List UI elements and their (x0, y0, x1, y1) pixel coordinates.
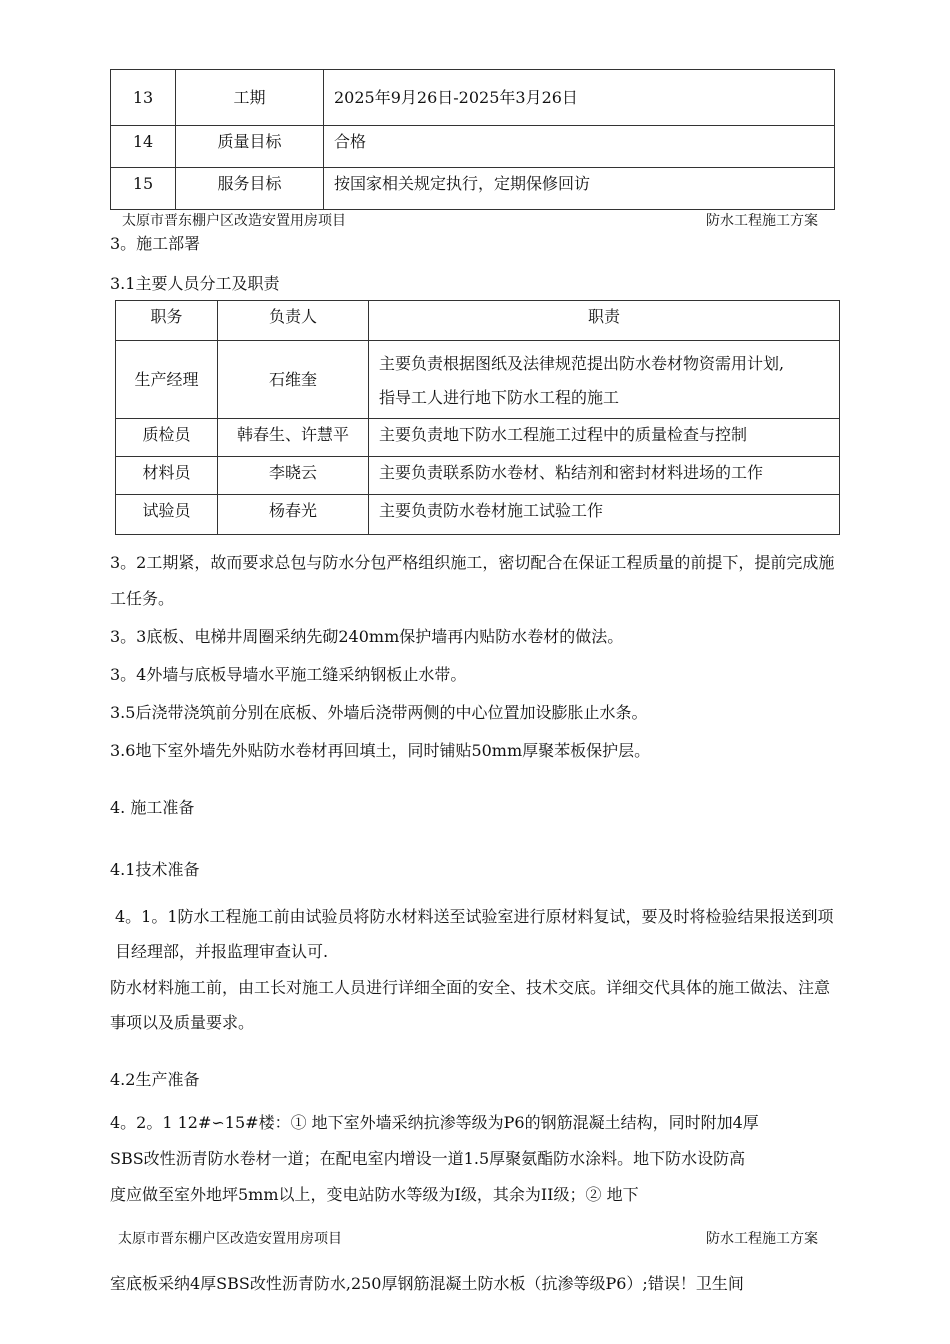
row-number: 13 (111, 70, 176, 126)
paragraph-line: 室底板采纳4厚SBS改性沥青防水,250厚钢筋混凝土防水板（抗渗等级P6）;错误！卫生间 (110, 1274, 744, 1293)
person-cell: 石维奎 (218, 341, 369, 419)
paragraph-line: 度应做至室外地坪5mm以上，变电站防水等级为I级，其余为II级；② 地下 (110, 1185, 639, 1204)
staff-table (115, 300, 840, 535)
role-cell: 试验员 (116, 495, 218, 535)
table-row (111, 168, 835, 210)
person-cell: 杨春光 (218, 495, 369, 535)
duty-cell (369, 341, 840, 419)
duty-cell: 主要负责防水卷材施工试验工作 (369, 495, 840, 535)
section-heading: 4.2生产准备 (110, 1070, 200, 1089)
table-row (111, 126, 835, 168)
table-header-row (116, 301, 840, 341)
page-header-left: 太原市晋东棚户区改造安置用房项目 (118, 1231, 342, 1247)
row-number: 14 (111, 126, 176, 168)
paragraph: 3。3底板、电梯井周圈采纳先砌240mm保护墙再内贴防水卷材的做法。 (110, 627, 624, 646)
table-row (116, 495, 840, 535)
person-cell: 韩春生、许慧平 (218, 419, 369, 457)
section-heading: 3。施工部署 (110, 234, 201, 253)
paragraph: 3。4外墙与底板导墙水平施工缝采纳钢板止水带。 (110, 665, 467, 684)
duty-line: 指导工人进行地下防水工程的施工 (379, 387, 620, 407)
duty-line: 主要负责根据图纸及法律规范提出防水卷材物资需用计划, (379, 353, 785, 373)
top-table (110, 69, 835, 210)
role-cell: 质检员 (116, 419, 218, 457)
column-header: 职责 (369, 301, 840, 341)
role-cell: 材料员 (116, 457, 218, 495)
page-header-left: 太原市晋东棚户区改造安置用房项目 (122, 213, 346, 229)
table-row (116, 457, 840, 495)
row-item: 工期 (176, 70, 324, 126)
row-item: 质量目标 (176, 126, 324, 168)
section-heading: 4. 施工准备 (110, 798, 195, 817)
section-heading: 4.1技术准备 (110, 860, 200, 879)
paragraph: 4。1。1防水工程施工前由试验员将防水材料送至试验室进行原材料复试，要及时将检验结果报送到项目经理部，并报监理审查认可. (115, 907, 834, 961)
paragraph: 3.5后浇带浇筑前分别在底板、外墙后浇带两侧的中心位置加设膨胀止水条。 (110, 703, 648, 722)
column-header: 职务 (116, 301, 218, 341)
paragraph-line: SBS改性沥青防水卷材一道；在配电室内增设一道1.5厚聚氨酯防水涂料。地下防水设防高 (110, 1149, 746, 1168)
person-cell: 李晓云 (218, 457, 369, 495)
row-number: 15 (111, 168, 176, 210)
paragraph: 防水材料施工前，由工长对施工人员进行详细全面的安全、技术交底。详细交代具体的施工做法、注意事项以及质量要求。 (110, 978, 831, 1032)
paragraph: 3。2工期紧，故而要求总包与防水分包严格组织施工，密切配合在保证工程质量的前提下，提前完成施工任务。 (110, 553, 835, 608)
page-header-right: 防水工程施工方案 (706, 1231, 818, 1247)
row-value: 按国家相关规定执行，定期保修回访 (324, 168, 835, 210)
role-cell: 生产经理 (116, 341, 218, 419)
table-row (116, 419, 840, 457)
page-header-right: 防水工程施工方案 (706, 213, 818, 229)
section-heading: 3.1主要人员分工及职责 (110, 274, 280, 293)
paragraph: 3.6地下室外墙先外贴防水卷材再回填土，同时铺贴50mm厚聚苯板保护层。 (110, 741, 651, 760)
table-row (111, 70, 835, 126)
duty-cell: 主要负责地下防水工程施工过程中的质量检查与控制 (369, 419, 840, 457)
row-item: 服务目标 (176, 168, 324, 210)
duty-cell: 主要负责联系防水卷材、粘结剂和密封材料进场的工作 (369, 457, 840, 495)
column-header: 负责人 (218, 301, 369, 341)
table-row (116, 341, 840, 419)
row-value: 合格 (324, 126, 835, 168)
paragraph-line: 4。2。1 12#∽15#楼：① 地下室外墙采纳抗渗等级为P6的钢筋混凝土结构，同时附加4厚 (110, 1113, 759, 1132)
row-value: 2025年9月26日-2025年3月26日 (324, 70, 835, 126)
